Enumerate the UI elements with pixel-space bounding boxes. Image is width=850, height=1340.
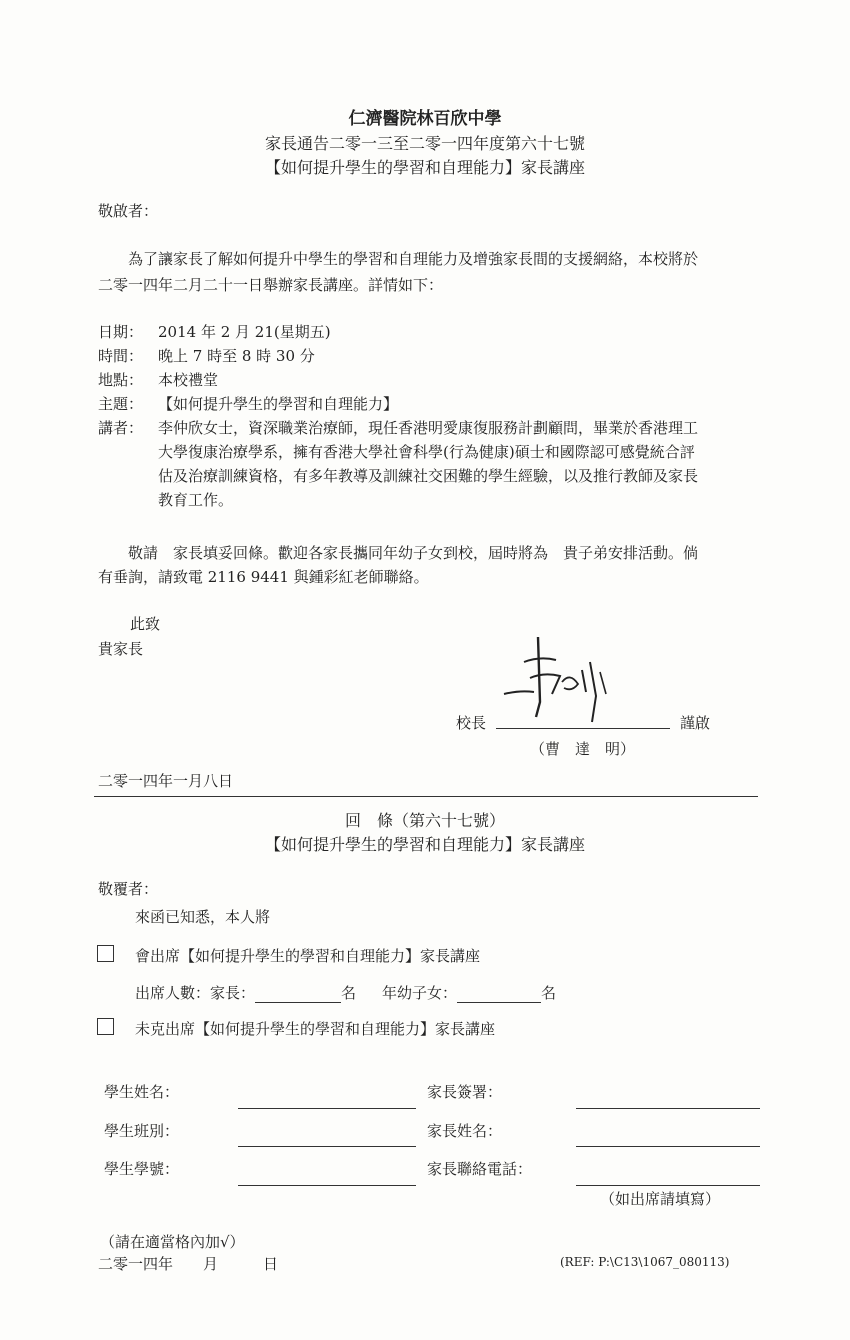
topic-value: 【如何提升學生的學習和自理能力】 — [158, 395, 399, 413]
absent-option: 未克出席【如何提升學生的學習和自理能力】家長講座 — [135, 1020, 496, 1038]
principal-label: 校長 — [456, 714, 487, 732]
tear-off-divider — [94, 796, 758, 797]
request-line-2: 有垂詢，請致電 2116 9441 與鍾彩紅老師聯絡。 — [98, 568, 429, 586]
attend-option: 會出席【如何提升學生的學習和自理能力】家長講座 — [135, 947, 481, 965]
reply-greeting: 敬覆者： — [98, 880, 159, 898]
speaker-line-1: 李仲欣女士，資深職業治療師，現任香港明愛康復服務計劃顧問，畢業於香港理工 — [158, 419, 699, 437]
parent-phone-field[interactable] — [576, 1185, 760, 1186]
reply-title: 回 條（第六十七號） — [344, 811, 505, 830]
ref-code: (REF: P:\C13\1067_080113) — [560, 1255, 730, 1269]
attend-checkbox[interactable] — [97, 945, 114, 962]
children-unit: 名 — [541, 984, 557, 1002]
venue-value: 本校禮堂 — [158, 371, 219, 389]
notice-number: 家長通告二零一三至二零一四年度第六十七號 — [264, 134, 585, 153]
student-class-field[interactable] — [238, 1146, 416, 1147]
children-count-field[interactable] — [457, 986, 541, 1003]
reply-date: 二零一四年 月 日 — [98, 1255, 279, 1273]
date-label: 日期： — [98, 323, 144, 341]
student-name-field[interactable] — [238, 1108, 416, 1109]
absent-checkbox[interactable] — [97, 1018, 114, 1035]
speaker-line-4: 教育工作。 — [158, 491, 234, 509]
speaker-label: 講者： — [98, 419, 144, 437]
time-value: 晚上 7 時至 8 時 30 分 — [158, 347, 315, 365]
parent-name-label: 家長姓名： — [427, 1122, 503, 1140]
parent-name-field[interactable] — [576, 1146, 760, 1147]
closing-recipient: 貴家長 — [98, 640, 144, 658]
student-class-label: 學生班別： — [104, 1122, 180, 1140]
parent-sign-field[interactable] — [576, 1108, 760, 1109]
attendees-label: 出席人數：家長： — [135, 984, 256, 1002]
intro-line-2: 二零一四年二月二十一日舉辦家長講座。詳情如下： — [98, 276, 444, 294]
signature-line — [496, 728, 670, 729]
date-value: 2014 年 2 月 21(星期五) — [158, 323, 331, 341]
children-label: 年幼子女： — [382, 984, 458, 1002]
student-no-field[interactable] — [238, 1185, 416, 1186]
reply-subtitle: 【如何提升學生的學習和自理能力】家長講座 — [264, 835, 585, 854]
student-no-label: 學生學號： — [104, 1160, 180, 1178]
school-name: 仁濟醫院林百欣中學 — [348, 109, 502, 129]
greeting: 敬啟者： — [98, 202, 159, 220]
speaker-line-3: 估及治療訓練資格，有多年教導及訓練社交困難的學生經驗，以及推行教師及家長 — [158, 467, 699, 485]
parent-sign-label: 家長簽署： — [427, 1083, 503, 1101]
request-line-1: 敬請 家長填妥回條。歡迎各家長攜同年幼子女到校，屆時將為 貴子弟安排活動。倘 — [128, 544, 699, 562]
notice-date: 二零一四年一月八日 — [98, 772, 234, 790]
time-label: 時間： — [98, 347, 144, 365]
tick-note: （請在適當格內加√） — [100, 1233, 245, 1251]
parent-count-field[interactable] — [255, 986, 341, 1003]
parent-unit: 名 — [341, 984, 357, 1002]
principal-name: （曹 達 明） — [530, 740, 636, 758]
respect-word: 謹啟 — [680, 714, 711, 732]
closing-to: 此致 — [130, 615, 161, 633]
parent-phone-label: 家長聯絡電話： — [427, 1160, 533, 1178]
principal-signature — [500, 632, 620, 727]
intro-line-1: 為了讓家長了解如何提升中學生的學習和自理能力及增強家長間的支援網絡，本校將於 — [128, 250, 699, 268]
attendees-row — [135, 982, 556, 1003]
reply-ack: 來函已知悉，本人將 — [135, 908, 271, 926]
speaker-line-2: 大學復康治療學系，擁有香港大學社會科學(行為健康)碩士和國際認可感覺統合評 — [158, 443, 695, 461]
student-name-label: 學生姓名： — [104, 1083, 180, 1101]
phone-note: （如出席請填寫） — [600, 1190, 721, 1208]
topic-label: 主題： — [98, 395, 144, 413]
notice-title: 【如何提升學生的學習和自理能力】家長講座 — [264, 158, 585, 177]
venue-label: 地點： — [98, 371, 144, 389]
